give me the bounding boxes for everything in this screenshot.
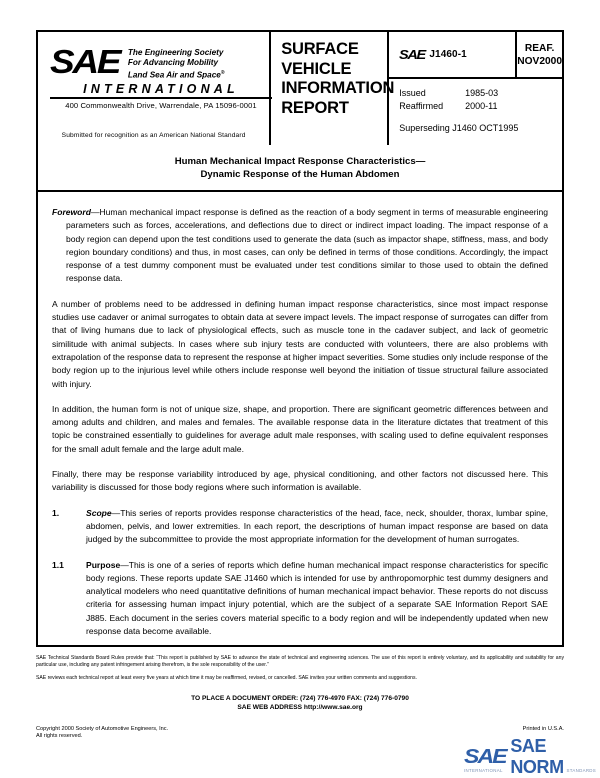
copyright-line-1: Copyright 2000 Society of Automotive Engineers, Inc. — [36, 725, 169, 732]
foreword-label: Foreword — [52, 207, 91, 217]
foreword-paragraph — [52, 206, 548, 286]
section-purpose-body — [86, 559, 548, 639]
section-purpose-label: Purpose — [86, 559, 121, 570]
report-type-line-4: REPORT — [281, 98, 349, 117]
superseding-note: Superseding J1460 OCT1995 — [399, 123, 519, 133]
page-title-line-1: Human Mechanical Impact Response Characteristics— — [174, 155, 426, 167]
order-phone-line: TO PLACE A DOCUMENT ORDER: (724) 776-4970 FAX: (724) 776-0790 — [191, 694, 409, 702]
page-title — [175, 155, 426, 181]
sae-international-wordmark: INTERNATIONAL — [50, 82, 272, 99]
document-number-cell — [389, 32, 517, 77]
section-scope-body — [86, 507, 548, 547]
section-scope-number: 1. — [52, 507, 60, 518]
sae-norm-subtext — [464, 768, 596, 773]
document-dates-cell — [389, 79, 562, 133]
sae-slogan-line-2: For Advancing Mobility — [127, 58, 219, 68]
section-purpose — [52, 559, 548, 639]
title-band — [38, 145, 562, 192]
submitted-note: Submitted for recognition as an American National Standard — [61, 132, 246, 139]
sae-norm-watermark — [464, 736, 596, 777]
sae-norm-logo-icon: SAE — [464, 745, 506, 768]
sae-web-address-line[interactable]: SAE WEB ADDRESS http://www.sae.org — [237, 703, 363, 711]
section-purpose-text: —This is one of a series of reports which define human mechanical impact response characteristics for specific body regions. These reports update SAE J1460 which is intended for use by anthropomorphic test dummy designers and analytical modelers who need quantitative definitions of human mechanical impact behavior. These reports do not discuss criteria for assessing human impact injury potential, which are the subject of a separate SAE Information Report SAE J885. Each document in the series covers material specific to a body region and will be independently updated when new response data become available. — [86, 559, 548, 637]
copyright-line-2: All rights reserved. — [36, 733, 83, 740]
report-type-line-1: SURFACE — [281, 40, 359, 58]
page-title-line-2: Dynamic Response of the Human Abdomen — [200, 168, 400, 180]
sae-slogan-line-3: Land Sea Air and Space® — [127, 70, 225, 81]
reaffirmation-badge — [517, 32, 562, 77]
page-footer — [36, 655, 564, 741]
sae-logo-icon: SAE — [50, 43, 120, 80]
issued-value: 1985-03 — [465, 88, 499, 98]
printed-in-note: Printed in U.S.A. — [522, 725, 564, 732]
document-dates-table — [399, 87, 498, 112]
reaffirmed-row — [399, 100, 498, 113]
sae-logo-lockup — [50, 43, 272, 111]
issued-label: Issued — [399, 88, 426, 98]
reaffirmation-label: REAF. — [524, 42, 555, 54]
paragraph-2: A number of problems need to be addressed in defining human impact response characteristics, since most impact response studies use cadaver or animal surrogates to obtain data at severe impact levels. The impact response of surrogates can differ from that of living humans due to lack of physiological effects, such as muscle tone in the cadaver subject, and lack of geometric similitude with animal subjects. In cases where sub injury tests are conducted with volunteers, there are also problems with extrapolation of the response data to represent the response at higher impact severities. Some studies only include response of the body region up to the injurious level while others include response well beyond the initiation of tissue structural failure associated with injury. — [52, 298, 549, 389]
legal-notice-standards-board: SAE Technical Standards Board Rules provide that: “This report is published by SAE to advance the state of technical and engineering sciences. The use of this report is entirely voluntary, and its applicability and suitability for any particular use, including any patent infringement arising therefrom, is the sole responsibility of the user.” — [36, 655, 564, 668]
masthead — [38, 32, 562, 145]
copyright-row — [36, 726, 564, 741]
order-contact-block — [36, 694, 564, 712]
sae-mini-logo-icon: SAE — [399, 47, 426, 62]
issued-row — [399, 87, 498, 100]
section-purpose-number: 1.1 — [52, 559, 64, 570]
document-number-row — [389, 32, 562, 79]
report-type-line-3: INFORMATION — [281, 79, 395, 97]
document-reference-cell — [389, 32, 562, 145]
sae-slogan-line-1: The Engineering Society — [127, 48, 224, 57]
sae-address: 400 Commonwealth Drive, Warrendale, PA 15096-0001 — [65, 101, 257, 111]
sae-norm-subtext-right: STANDARDS — [566, 768, 596, 773]
section-scope — [52, 507, 548, 547]
copyright-block — [36, 726, 168, 741]
document-frame — [36, 30, 564, 647]
paragraph-4: Finally, there may be response variability introduced by age, physical conditioning, and other factors not discussed here. This variability is discussed for those body regions where such information is available. — [52, 469, 548, 493]
foreword-text: —Human mechanical impact response is defined as the reaction of a body segment in terms of measurable engineering parameters such as forces, accelerations, and deflections due to direct or indirect impact loading. The impact response of a body region can depend upon the test conditions used to generate the data (such as impactor shape, stiffness, mass, and body region boundary conditions) and thus, in most cases, can only be defined in terms of those conditions. Accordingly, the impact response of a test dummy component must be evaluated under test conditions similar to those used to obtain the defined response data. — [66, 207, 548, 284]
reaffirmation-date: NOV2000 — [517, 55, 562, 67]
section-scope-text: —This series of reports provides response characteristics of the head, face, neck, shoulder, thorax, lumbar spine, abdomen, pelvis, and lower extremities. In each report, the descriptions of human impact response are based on data judged by the subcommittee to provide the most appropriate information for the development of human surrogates. — [86, 507, 548, 545]
report-type-cell — [271, 32, 395, 145]
sae-norm-wordmark: SAE NORM — [510, 736, 564, 777]
reaffirmed-value: 2000-11 — [465, 100, 498, 111]
legal-notice-review: SAE reviews each technical report at least every five years at which time it may be reaffirmed, revised, or cancelled. SAE invites your written comments and suggestions. — [36, 675, 417, 682]
paragraph-3: In addition, the human form is not of unique size, shape, and proportion. There are significant geometric differences between and among adults and children, and males and females. The available response data in the literature dictates that treatment of this topic be constrained essentially to guidelines for average adult male responses, with scaling used to define equivalent responses for the small adult female and the large adult male. — [52, 403, 548, 454]
sae-slogan — [128, 46, 225, 81]
document-body — [38, 192, 562, 645]
section-scope-label: Scope — [86, 507, 112, 518]
document-number: J1460-1 — [429, 49, 467, 60]
report-type-line-2: VEHICLE — [281, 59, 352, 78]
sae-norm-subtext-left: INTERNATIONAL — [464, 768, 503, 773]
sae-branding-cell — [38, 32, 271, 145]
reaffirmed-label: Reaffirmed — [399, 100, 444, 111]
report-type-title — [281, 40, 394, 118]
